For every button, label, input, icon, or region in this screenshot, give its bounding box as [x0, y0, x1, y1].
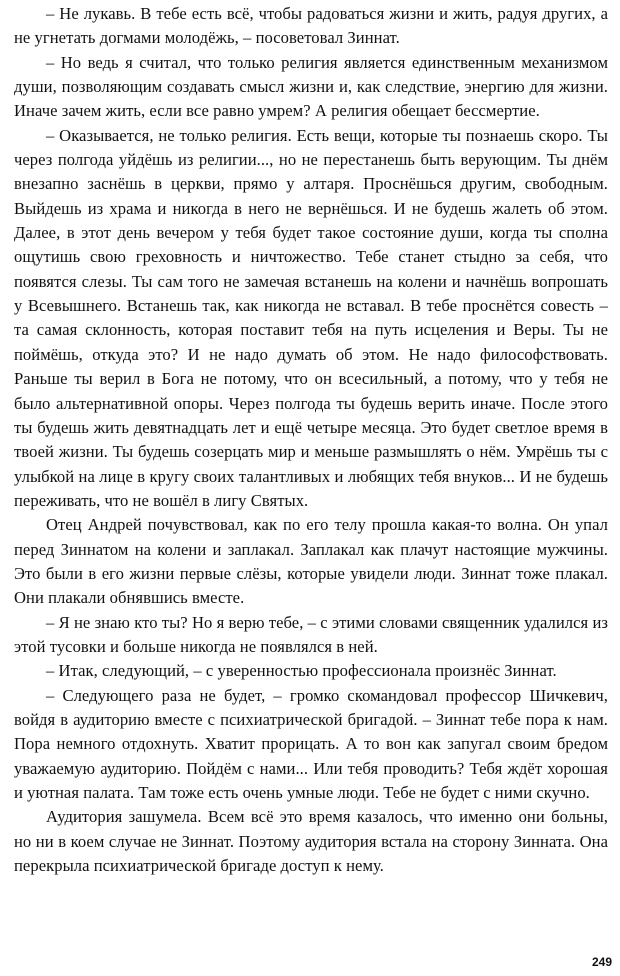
paragraph-4: Отец Андрей почувствовал, как по его телу прошла какая-то волна. Он упал перед Зиннатом на колени и заплакал. Заплакал как плачут настоящие мужчины. Это были в его жизни первые слёзы, которые увидели люди. Зиннат тоже плакал. Они плакали обнявшись вместе. — [14, 515, 608, 608]
paragraph-6: – Итак, следующий, – с уверенностью профессионала произнёс Зиннат. — [46, 661, 557, 681]
paragraph-1: – Не лукавь. В тебе есть всё, чтобы радоваться жизни и жить, радуя других, а не угнетать догмами молодёжь, – посоветовал Зиннат. — [14, 4, 608, 48]
paragraph-8: Аудитория зашумела. Всем всё это время казалось, что именно они больны, но ни в коем случае не Зиннат. Поэтому аудитория встала на сторону Зинната. Она перекрыла психиатрической бригаде доступ к нему. — [14, 807, 608, 876]
page-number: 249 — [591, 955, 612, 969]
paragraph-3: – Оказывается, не только религия. Есть вещи, которые ты познаешь скоро. Ты через полгода уйдёшь из религии..., но не перестанешь быть верующим. Ты днём внезапно заснёшь в церкви, прямо у алтаря. Проснёшься другим, свободным. Выйдешь из храма и никогда в него не вернёшься. И не будешь жалеть об этом. Далее, в этот день вечером у тебя будет такое состояние души, когда ты сполна ощутишь свою греховность и ничтожество. Тебе станет стыдно за себя, что появятся слезы. Ты сам того не замечая встанешь на колени и начнёшь вопрошать у Всевышнего. Встанешь так, как никогда не вставал. В тебе проснётся совесть – та самая склонность, которая поставит тебя на путь исцеления и Веры. Ты не поймёшь, откуда это? И не надо думать об этом. Не надо философствовать. Раньше ты верил в Бога не потому, что он всесильный, а потому, что у тебя не было альтернативной опоры. Через полгода ты будешь верить иначе. После этого ты будешь жить девятнадцать лет и ещё четыре месяца. Это будет светлое время в твоей жизни. Ты будешь созерцать мир и меньше размышлять о нём. Умрёшь ты с улыбкой на лице в кругу своих талантливых и любящих тебя внуков... И не будешь переживать, что не вошёл в лигу Святых. — [14, 125, 608, 510]
paragraph-5: – Я не знаю кто ты? Но я верю тебе, – с этими словами священник удалился из этой тусовки и больше никогда не появлялся в ней. — [14, 612, 608, 656]
paragraph-2: – Но ведь я считал, что только религия является единственным механизмом души, позволяющим создавать смысл жизни и, как следствие, энергию для жизни. Иначе зачем жить, если все равно умрем? А религия обещает бессмертие. — [14, 52, 608, 121]
page-text — [14, 2, 608, 878]
paragraph-7: – Следующего раза не будет, – громко скомандовал профессор Шичкевич, войдя в аудиторию вместе с психиатрической бригадой. – Зиннат тебе пора к нам. Пора немного отдохнуть. Хватит прорицать. А то вон как запугал своим бредом уважаемую аудиторию. Пойдём с нами... Или тебя проводить? Тебя ждёт хорошая и уютная палата. Там тоже есть очень умные люди. Тебе не будет с ними скучно. — [14, 685, 608, 802]
